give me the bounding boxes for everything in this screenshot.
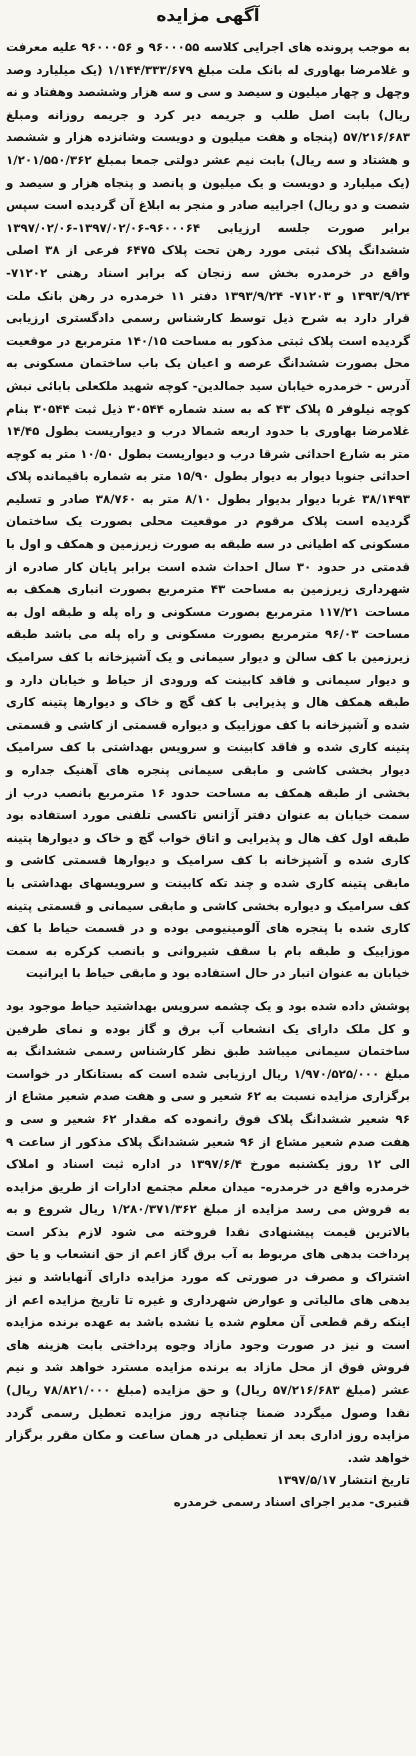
signature: قنبری- مدیر اجرای اسناد رسمی خرمدره (173, 1495, 410, 1510)
paragraph-gap (6, 985, 410, 995)
notice-paragraph-2: پوشش داده شده بود و یک چشمه سرویس بهداشتید حیاط موجود بود و کل ملک دارای یک انشعاب آب برق و گاز بوده و نمای طرفین ساختمان سیمانی میباشد طبق نظر کارشناس رسمی ششدانگ به مبلغ ۱/۹۷۰/۵۲۵/۰۰۰ ریال ارزیابی شده است که بستانکار در خواست برگزاری مزایده نسبت به ۶۲ شعیر و سی و هفت صدم شعیر مشاع از ۹۶ شعیر ششدانگ پلاک فوق رانموده که مقدار ۶۲ شعیر و سی و هفت صدم شعیر مشاع از ۹۶ شعیر ششدانگ پلاک مذکور از ساعت ۹ الی ۱۲ روز یکشنبه مورخ ۱۳۹۷/۶/۴ در اداره ثبت اسناد و املاک خرمدره واقع در خرمدره- میدان معلم مجتمع ادارات از طریق مزایده به فروش می رسد مزایده از مبلغ ۱/۲۸۰/۳۷۱/۳۶۲ ریال شروع و به بالاترین قیمت پیشنهادی نقدا فروخته می شود لازم بذکر است پرداخت بدهی های مربوط به آب برق گاز اعم از حق انشعاب و یا حق اشتراک و مصرف در صورتی که مورد مزایده دارای آنهاباشد و نیز بدهی های مالیاتی و عوارض شهرداری و غیره تا تاریخ مزایده اعم از اینکه رقم قطعی آن معلوم شده یا نشده باشد به عهده برنده مزایده است و نیز در صورت وجود مازاد وجوه پرداختی بابت هزینه های فروش فوق از محل مازاد به برنده مزایده مسترد خواهد شد و نیم عشر (مبلغ ۵۷/۲۱۶/۶۸۳ ریال) و حق مزایده (مبلغ ۷۸/۸۲۱/۰۰۰ ریال) نقدا وصول میگردد ضمنا چنانچه روز مزایده تعطیل رسمی گردد مزایده روز اداری بعد از تعطیلی در همان ساعت و مکان مقرر برگزار خواهد شد. (6, 998, 411, 1465)
notice-paragraph-1: به موجب پرونده های اجرایی کلاسه ۹۶۰۰۰۵۵ و ۹۶۰۰۰۵۶ علیه معرفت و غلامرضا بهاوری له بانک ملت مبلغ ۱/۱۴۴/۳۳۳/۶۷۹ (یک میلیارد وصد وچهل و چهار میلیون و سیصد و سی و سه هزار وششصد وهفتاد و نه ریال) بابت اصل طلب و جریمه دیر کرد و جریمه روزانه ومبلغ ۵۷/۲۱۶/۶۸۳ (پنجاه و هفت میلیون و دویست وشانزده هزار و ششصد و هشتاد و سه ریال) بابت نیم عشر دولتی جمعا بمبلغ ۱/۲۰۱/۵۵۰/۳۶۲ (یک میلیارد و دویست و یک میلیون و پانصد و پنجاه هزار و سیصد و شصت و دو ریال) اجراییه صادر و منجر به ابلاغ آن گردیده است سپس برابر صورت جلسه ارزیابی ۹۶۰۰۰۶۴-۱۳۹۷/۰۲/۰۶-۱۳۹۷/۰۲/۰۶ ششدانگ پلاک ثبتی مورد رهن تحت پلاک ۶۴۷۵ فرعی از ۳۸ اصلی واقع در خرمدره بخش سه زنجان که برابر اسناد رهنی ۷۱۲۰۲- ۱۳۹۳/۹/۲۴ و ۷۱۲۰۳- ۱۳۹۳/۹/۲۴ دفتر ۱۱ خرمدره در رهن بانک ملت قرار دارد به شرح ذیل توسط کارشناس رسمی دادگستری ارزیابی گردیده است پلاک ثبتی مذکور به مساحت ۱۴۰/۱۵ مترمربع در موقعیت محل بصورت ششدانگ عرصه و اعیان یک باب ساختمان مسکونی به آدرس - خرمدره خیابان سید جمالدین- کوچه شهید ملکعلی بابائی نبش کوچه نیلوفر ۵ پلاک ۴۳ که به سند شماره ۳۰۵۴۴ ذیل ثبت ۳۰۵۴۴ بنام غلامرضا بهاوری با حدود اربعه شمالا درب و دیواریست بطول ۱۴/۴۵ متر به شارع احداثی شرقا درب و دیواریست بطول ۱۰/۵۰ متر به کوچه احداثی جنوبا دیوار به دیوار بطول ۱۵/۹۰ متر به شماره باقیمانده پلاک ۳۸/۱۴۹۳ غربا دیوار بدیوار بطول ۸/۱۰ متر به ۳۸/۷۶۰ صادر و تسلیم گردیده است پلاک مرقوم در موقعیت محلی بصورت یک ساختمان مسکونی که اطیانی در سه طبقه به صورت زیرزمین و همکف و اول با قدمتی در حدود ۳۰ سال احداث شده است برابر پایان کار صادره از شهرداری زیرزمین به مساحت ۴۳ مترمربع بصورت انباری همکف به مساحت ۱۱۷/۲۱ مترمربع بصورت مسکونی و راه پله و طبقه اول به مساحت ۹۶/۰۳ مترمربع بصورت مسکونی و راه پله می باشد طبقه زیرزمین با کف سالن و دیوار سیمانی و یک آشپزخانه با کف سرامیک و دیوار سیمانی و فاقد کابینت که ورودی از حیاط و خیابان دارد و طبقه همکف هال و پذیرایی با کف گچ و خاک و دیوارها پتینه کاری شده و آشپزخانه با کف موزاییک و دیواره قسمتی از کاشی و قسمتی پتینه کاری شده و فاقد کابینت و سرویس بهداشتی با کف سرامیک دیوار بخشی کاشی و مابقی سیمانی پنجره های آهنیک جداره و بخشی از طبقه همکف به مساحت حدود ۱۶ مترمربع بانصب درب از سمت خیابان به عنوان دفتر آژانس تاکسی تلفنی مورد استفاده بود طبقه اول کف هال و پذیرایی و اتاق خواب گچ و خاک و دیوارها پتینه کاری شده و آشپزخانه با کف سرامیک و دیوارها قسمتی کاشی و مابقی پتینه کاری شده و چند تکه کابینت و سرویسهای بهداشتی با کف سرامیک و دیواره بخشی کاشی و مابقی سیمانی و قسمتی پتینه کاری شده با پنجره های آلومینیومی بوده و در قسمت حیاط با کف موزاییک و طبقه بام با سقف شیروانی و بانصب کرکره به سمت خیابان به عنوان انبار در حال استفاده بود و مابقی حیاط با ایرانیت (6, 40, 411, 981)
publish-date: تاریخ انتشار ۱۳۹۷/۵/۱۷ (276, 1473, 410, 1488)
auction-notice (6, 4, 410, 1752)
notice-title: آگهی مزایده (156, 6, 260, 26)
